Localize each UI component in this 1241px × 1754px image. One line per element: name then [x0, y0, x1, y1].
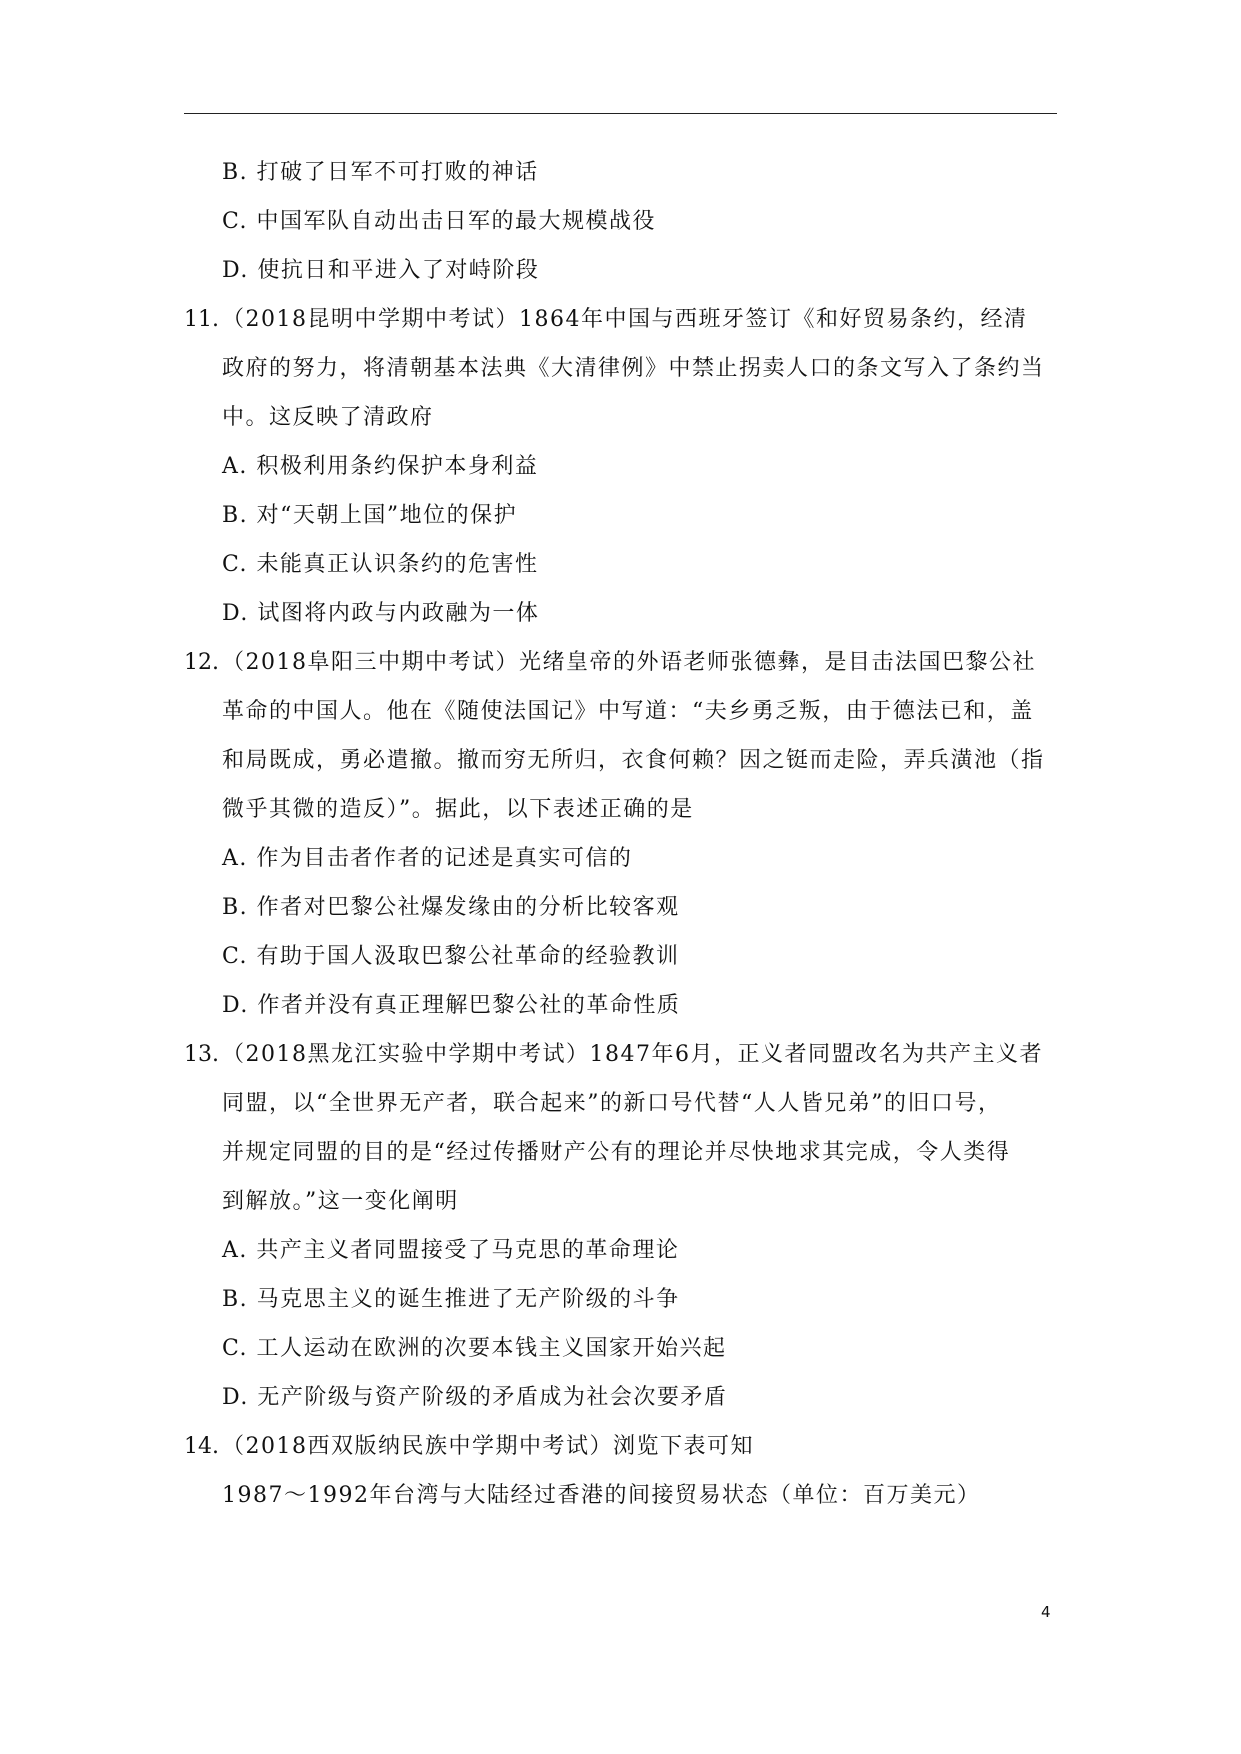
q10-option-d: D. 使抗日和平进入了对峙阶段 — [222, 258, 540, 283]
q11-text-line-2: 政府的努力，将清朝基本法典《大清律例》中禁止拐卖人口的条文写入了条约当 — [222, 356, 1045, 381]
q12-option-d: D. 作者并没有真正理解巴黎公社的革命性质 — [222, 993, 681, 1018]
page-number: 4 — [1041, 1603, 1051, 1621]
q13-option-a: A. 共产主义者同盟接受了马克思的革命理论 — [222, 1238, 680, 1263]
q14-table-caption: 1987～1992年台湾与大陆经过香港的间接贸易状态（单位：百万美元） — [222, 1483, 981, 1508]
q11-option-a: A. 积极利用条约保护本身利益 — [222, 454, 539, 479]
q12-text-line-4: 微乎其微的造反）”。据此，以下表述正确的是 — [222, 797, 694, 822]
q13-option-d: D. 无产阶级与资产阶级的矛盾成为社会次要矛盾 — [222, 1385, 728, 1410]
q11-text-line-1: （2018昆明中学期中考试）1864年中国与西班牙签订《和好贸易条约，经清 — [222, 307, 1028, 332]
q14-number: 14. — [184, 1434, 219, 1459]
q11-option-b: B. 对“天朝上国”地位的保护 — [222, 503, 518, 528]
q12-option-c: C. 有助于国人汲取巴黎公社革命的经验教训 — [222, 944, 680, 969]
q11-text-line-3: 中。这反映了清政府 — [222, 405, 434, 430]
q11-option-d: D. 试图将内政与内政融为一体 — [222, 601, 540, 626]
q13-number: 13. — [184, 1042, 219, 1067]
q13-text-line-3: 并规定同盟的目的是“经过传播财产公有的理论并尽快地求其完成，令人类得 — [222, 1140, 1011, 1165]
q10-option-c: C. 中国军队自动出击日军的最大规模战役 — [222, 209, 657, 234]
q12-text-line-1: （2018阜阳三中期中考试）光绪皇帝的外语老师张德彝，是目击法国巴黎公社 — [222, 650, 1036, 675]
q12-text-line-2: 革命的中国人。他在《随使法国记》中写道：“夫乡勇乏叛，由于德法已和，盖 — [222, 699, 1034, 724]
header-rule — [184, 113, 1057, 114]
q13-text-line-4: 到解放。”这一变化阐明 — [222, 1189, 459, 1214]
q12-text-line-3: 和局既成，勇必遣撤。撤而穷无所归，衣食何赖？因之铤而走险，弄兵潢池（指 — [222, 748, 1045, 773]
q14-text-line-1: （2018西双版纳民族中学期中考试）浏览下表可知 — [222, 1434, 754, 1459]
q10-option-b: B. 打破了日军不可打败的神话 — [222, 160, 539, 185]
q13-option-b: B. 马克思主义的诞生推进了无产阶级的斗争 — [222, 1287, 680, 1312]
q13-text-line-1: （2018黑龙江实验中学期中考试）1847年6月，正义者同盟改名为共产主义者 — [222, 1042, 1043, 1067]
q13-text-line-2: 同盟，以“全世界无产者，联合起来”的新口号代替“人人皆兄弟”的旧口号， — [222, 1091, 1002, 1116]
q11-number: 11. — [184, 307, 219, 332]
q12-number: 12. — [184, 650, 219, 675]
q12-option-b: B. 作者对巴黎公社爆发缘由的分析比较客观 — [222, 895, 680, 920]
q13-option-c: C. 工人运动在欧洲的次要本钱主义国家开始兴起 — [222, 1336, 727, 1361]
q12-option-a: A. 作为目击者作者的记述是真实可信的 — [222, 846, 633, 871]
q11-option-c: C. 未能真正认识条约的危害性 — [222, 552, 539, 577]
